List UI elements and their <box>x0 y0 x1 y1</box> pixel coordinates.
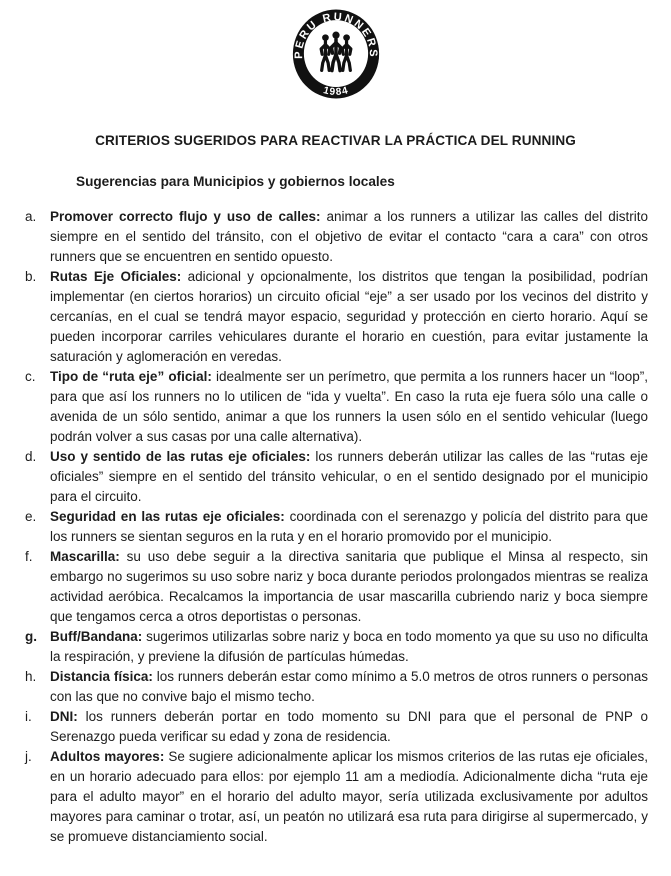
item-body: sugerimos utilizarlas sobre nariz y boca en todo momento ya que su uso no dificulta la respiración, y previene la difusión de partículas húmedas. <box>50 629 648 664</box>
item-lead: Mascarilla: <box>50 549 120 564</box>
item-lead: Buff/Bandana: <box>50 629 143 644</box>
list-item <box>25 207 648 267</box>
list-item <box>25 507 648 547</box>
list-item <box>25 627 648 667</box>
peru-runners-badge <box>292 8 380 100</box>
item-text <box>50 547 648 627</box>
item-text <box>50 267 648 367</box>
item-lead: Adultos mayores: <box>50 749 165 764</box>
item-body: adicional y opcionalmente, los distritos que tengan la posibilidad, podrían implementar (en ciertos horarios) un circuito oficial “eje” a ser usado por los vecinos del distrito y cercanías, en el cual se tendrá mayor espacio, seguridad y protección en cierto horario. Aquí se pueden incorporar carriles vehiculares durante el horario en cuestión, para evitar justamente la saturación y aglomeración en veredas. <box>50 269 648 364</box>
item-letter: c. <box>25 369 36 384</box>
item-letter: g. <box>25 629 37 644</box>
item-text <box>50 747 648 847</box>
item-text <box>50 367 648 447</box>
item-lead: DNI: <box>50 709 78 724</box>
item-text <box>50 507 648 547</box>
document-title: CRITERIOS SUGERIDOS PARA REACTIVAR LA PRÁCTICA DEL RUNNING <box>95 133 576 148</box>
item-text <box>50 207 648 267</box>
item-lead: Promover correcto flujo y uso de calles: <box>50 209 321 224</box>
list-item <box>25 367 648 447</box>
item-letter: e. <box>25 509 37 524</box>
item-letter: j. <box>25 749 32 764</box>
item-body: los runners deberán portar en todo momento su DNI para que el personal de PNP o Serenazgo pueda verificar su edad y zona de residencia. <box>50 709 648 744</box>
peru-runners-logo <box>0 0 671 100</box>
item-text <box>50 707 648 747</box>
item-lead: Distancia física: <box>50 669 153 684</box>
item-body: su uso debe seguir a la directiva sanitaria que publique el Minsa al respecto, sin embargo no sugerimos su uso sobre nariz y boca durante periodos prolongados mientras se realiza actividad aeróbica. Recalcamos la importancia de usar mascarilla cubriendo nariz y boca siempre que tengamos cerca a otros deportistas o personas. <box>50 549 648 624</box>
item-text <box>50 447 648 507</box>
item-lead: Uso y sentido de las rutas eje oficiales: <box>50 449 311 464</box>
item-body: animar a los runners a utilizar las calles del distrito siempre en el sentido del tránsito, con el objetivo de evitar el contacto “cara a cara” con otros runners que se encuentren en sentido opuesto. <box>50 209 648 264</box>
document-subtitle: Sugerencias para Municipios y gobiernos locales <box>76 174 395 189</box>
item-letter: h. <box>25 669 37 684</box>
item-lead: Tipo de “ruta eje” oficial: <box>50 369 212 384</box>
item-body: coordinada con el serenazgo y policía del distrito para que los runners se sientan seguros en la ruta y en el horario promovido por el municipio. <box>50 509 648 544</box>
list-item <box>25 267 648 367</box>
list-item <box>25 447 648 507</box>
logo-year-text: 1984 <box>321 85 350 99</box>
item-letter: a. <box>25 209 37 224</box>
criteria-list <box>0 207 671 847</box>
item-body: idealmente ser un perímetro, que permita a los runners hacer un “loop”, para que así los runners no lo utilicen de “ida y vuelta”. En caso la ruta eje fuera sólo una calle o avenida de un sólo sentido, animar a que los runners la usen sólo en el sentido vehicular (luego podrán volver a sus casas por una calle alternativa). <box>50 369 648 444</box>
item-letter: f. <box>25 549 33 564</box>
list-item <box>25 707 648 747</box>
item-letter: b. <box>25 269 37 284</box>
list-item <box>25 747 648 847</box>
list-item <box>25 547 648 627</box>
item-text <box>50 667 648 707</box>
item-letter: i. <box>25 709 32 724</box>
logo-brand-text: PERU RUNNERS <box>292 11 379 59</box>
item-body: los runners deberán estar como mínimo a 5.0 metros de otros runners o personas con las que no convive bajo el mismo techo. <box>50 669 648 704</box>
item-body: los runners deberán utilizar las calles de las “rutas eje oficiales” siempre en el sentido del tránsito vehicular, o en el sentido designado por el municipio para el circuito. <box>50 449 648 504</box>
item-letter: d. <box>25 449 37 464</box>
list-item <box>25 667 648 707</box>
item-text <box>50 627 648 667</box>
item-lead: Rutas Eje Oficiales: <box>50 269 182 284</box>
item-lead: Seguridad en las rutas eje oficiales: <box>50 509 285 524</box>
item-body: Se sugiere adicionalmente aplicar los mismos criterios de las rutas eje oficiales, en un horario adecuado para ellos: por ejemplo 11 am a mediodía. Adicionalmente dicha “ruta eje para el adulto mayor” en el horario del adulto mayor, sería utilizada exclusivamente por adultos mayores para caminar o trotar, así, un peatón no utilizará esa ruta para dirigirse al supermercado, y se promueve distanciamiento social. <box>50 749 648 844</box>
